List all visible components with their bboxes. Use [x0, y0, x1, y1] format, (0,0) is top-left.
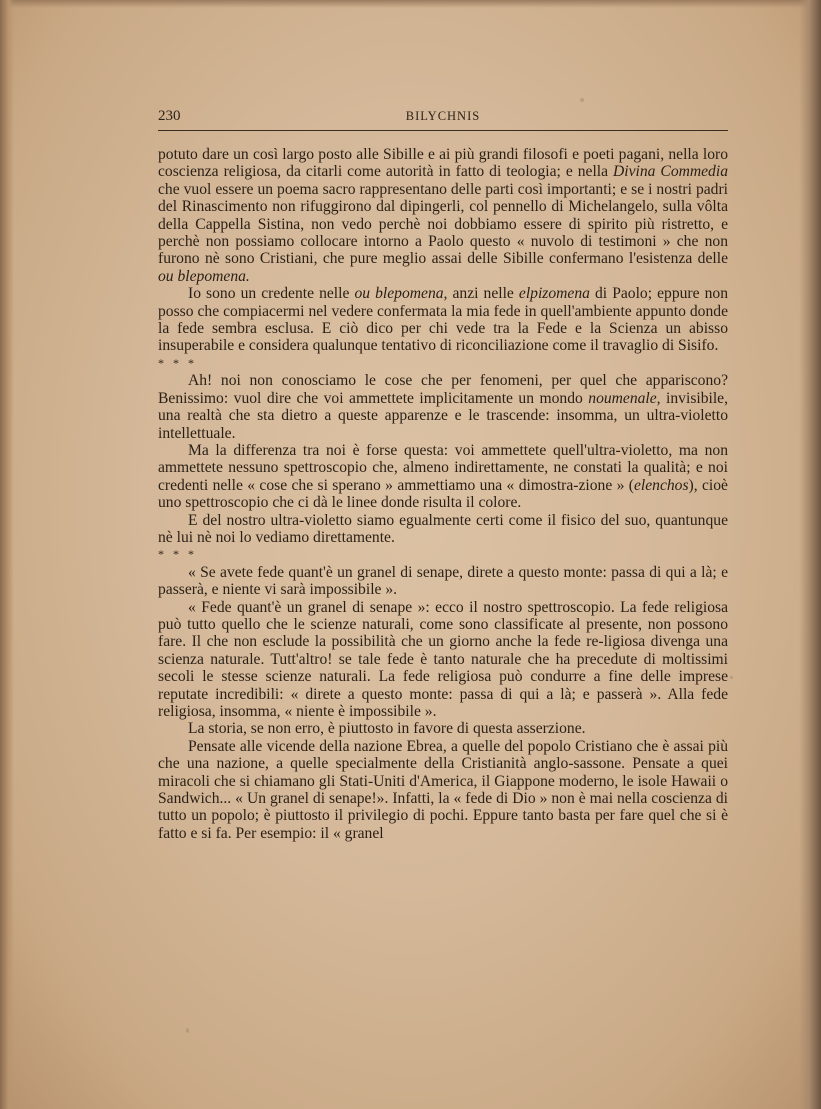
- italic-term: elpizomena: [518, 285, 590, 303]
- italic-term: Divina Commedia: [613, 163, 728, 181]
- paragraph-2: Io sono un credente nelle ou blepomena, anzi nelle elpizomena di Paolo; eppure non posso che compiacermi nel vedere confermata la mia fede in quell'ambiente appunto donde la fede sembra esclusa. E ciò dico per chi vede tra la Fede e la Scienza un abisso insuperabile e considera qualunque tentativo di riconciliazione come il travaglio di Sisifo.: [158, 285, 728, 355]
- paragraph-4: Ma la differenza tra noi è forse questa: voi ammettete quell'ultra-violetto, ma non ammettete nessuno spettroscopio che, almeno indirettamente, ne constati la qualità; e noi credenti nelle « cose che si sperano » ammettiamo una « dimostra-zione » (elenchos), cioè uno spettroscopio che ci dà le linee donde risulta il colore.: [158, 441, 728, 512]
- italic-term: elenchos: [633, 476, 689, 494]
- page-edge-right: [799, 0, 821, 1109]
- paper-stain: [186, 1028, 189, 1033]
- page-number: 230: [158, 108, 181, 124]
- paper-stain: [730, 676, 733, 679]
- header-rule: [158, 130, 728, 131]
- page-edge-left: [0, 0, 14, 1109]
- paragraph-5: E del nostro ultra-violetto siamo egualmente certi come il fisico del suo, quantunque nè lui nè noi lo vediamo direttamente.: [158, 511, 728, 546]
- italic-term: noumenale,: [588, 389, 661, 407]
- paragraph-6: « Se avete fede quant'è un granel di senape, direte a questo monte: passa di qui a là; e passerà, e niente vi sarà impossibile ».: [158, 563, 728, 599]
- paragraph-1: potuto dare un così largo posto alle Sibille e ai più grandi filosofi e poeti pagani, nella loro coscienza religiosa, da citarli come autorità in fatto di teologia; e nella Divina Commedia che vuol essere un poema sacro rappresentano delle parti così importanti; e se i nostri padri del Rinascimento non rifuggirono dal dipingerli, col pennello di Michelangelo, sulla vôlta della Cappella Sistina, non vedo perchè noi dobbiamo essere di spirito più ristretto, e perchè non possiamo collocare intorno a Paolo questo « nuvolo di testimoni » che non furono nè sono Cristiani, che pure meglio assai delle Sibille confermano l'esistenza delle ou blepomena.: [158, 146, 728, 285]
- paragraph-9: Pensate alle vicende della nazione Ebrea, a quelle del popolo Cristiano che è assai più che una nazione, a quelle specialmente della Cristianità anglo-sassone. Pensate a quei miracoli che si chiamano gli Stati-Uniti d'America, il Giappone moderno, le isole Hawaii o Sandwich... « Un granel di senape!». Infatti, la « fede di Dio » non è mai nella coscienza di tutto un popolo; è piuttosto il privilegio di pochi. Eppure tanto basta per fare quel che si è fatto e si fa. Per esempio: il « granel: [158, 737, 728, 842]
- italic-term: ou blepomena,: [354, 285, 448, 303]
- running-title: BILYCHNIS: [405, 109, 481, 123]
- page-edge-top: [0, 0, 821, 8]
- italic-term: ou blepomena.: [158, 267, 250, 285]
- paragraph-3: Ah! noi non conosciamo le cose che per fenomeni, per quel che appariscono? Benissimo: vuol dire che voi ammettete implicitamente un mondo noumenale, invisibile, una realtà che sta dietro a queste apparenze e le trascende: insomma, un ultra-violetto intellettuale.: [158, 372, 728, 442]
- paragraph-7: « Fede quant'è un granel di senape »: ecco il nostro spettroscopio. La fede religiosa può tutto quello che le scienze naturali, come sono classificate al presente, non possono fare. Il che non esclude la possibilità che un giorno anche la fede re-ligiosa divenga una scienza naturale. Tutt'altro! se tale fede è tanto naturale che ha precedute di moltissimi secoli le stesse scienze naturali. La fede religiosa può condurre a fine delle imprese reputate incredibili: « direte a questo monte: passa di qui a là; e passerà ». Alla fede religiosa, insomma, « niente è impossibile ».: [158, 598, 728, 720]
- section-separator: * * *: [158, 547, 197, 562]
- body-text: [158, 146, 728, 842]
- paper-stain: [580, 98, 584, 102]
- paragraph-8: La storia, se non erro, è piuttosto in favore di questa asserzione.: [188, 720, 586, 738]
- section-separator: * * *: [158, 355, 197, 370]
- page-header: [158, 108, 728, 130]
